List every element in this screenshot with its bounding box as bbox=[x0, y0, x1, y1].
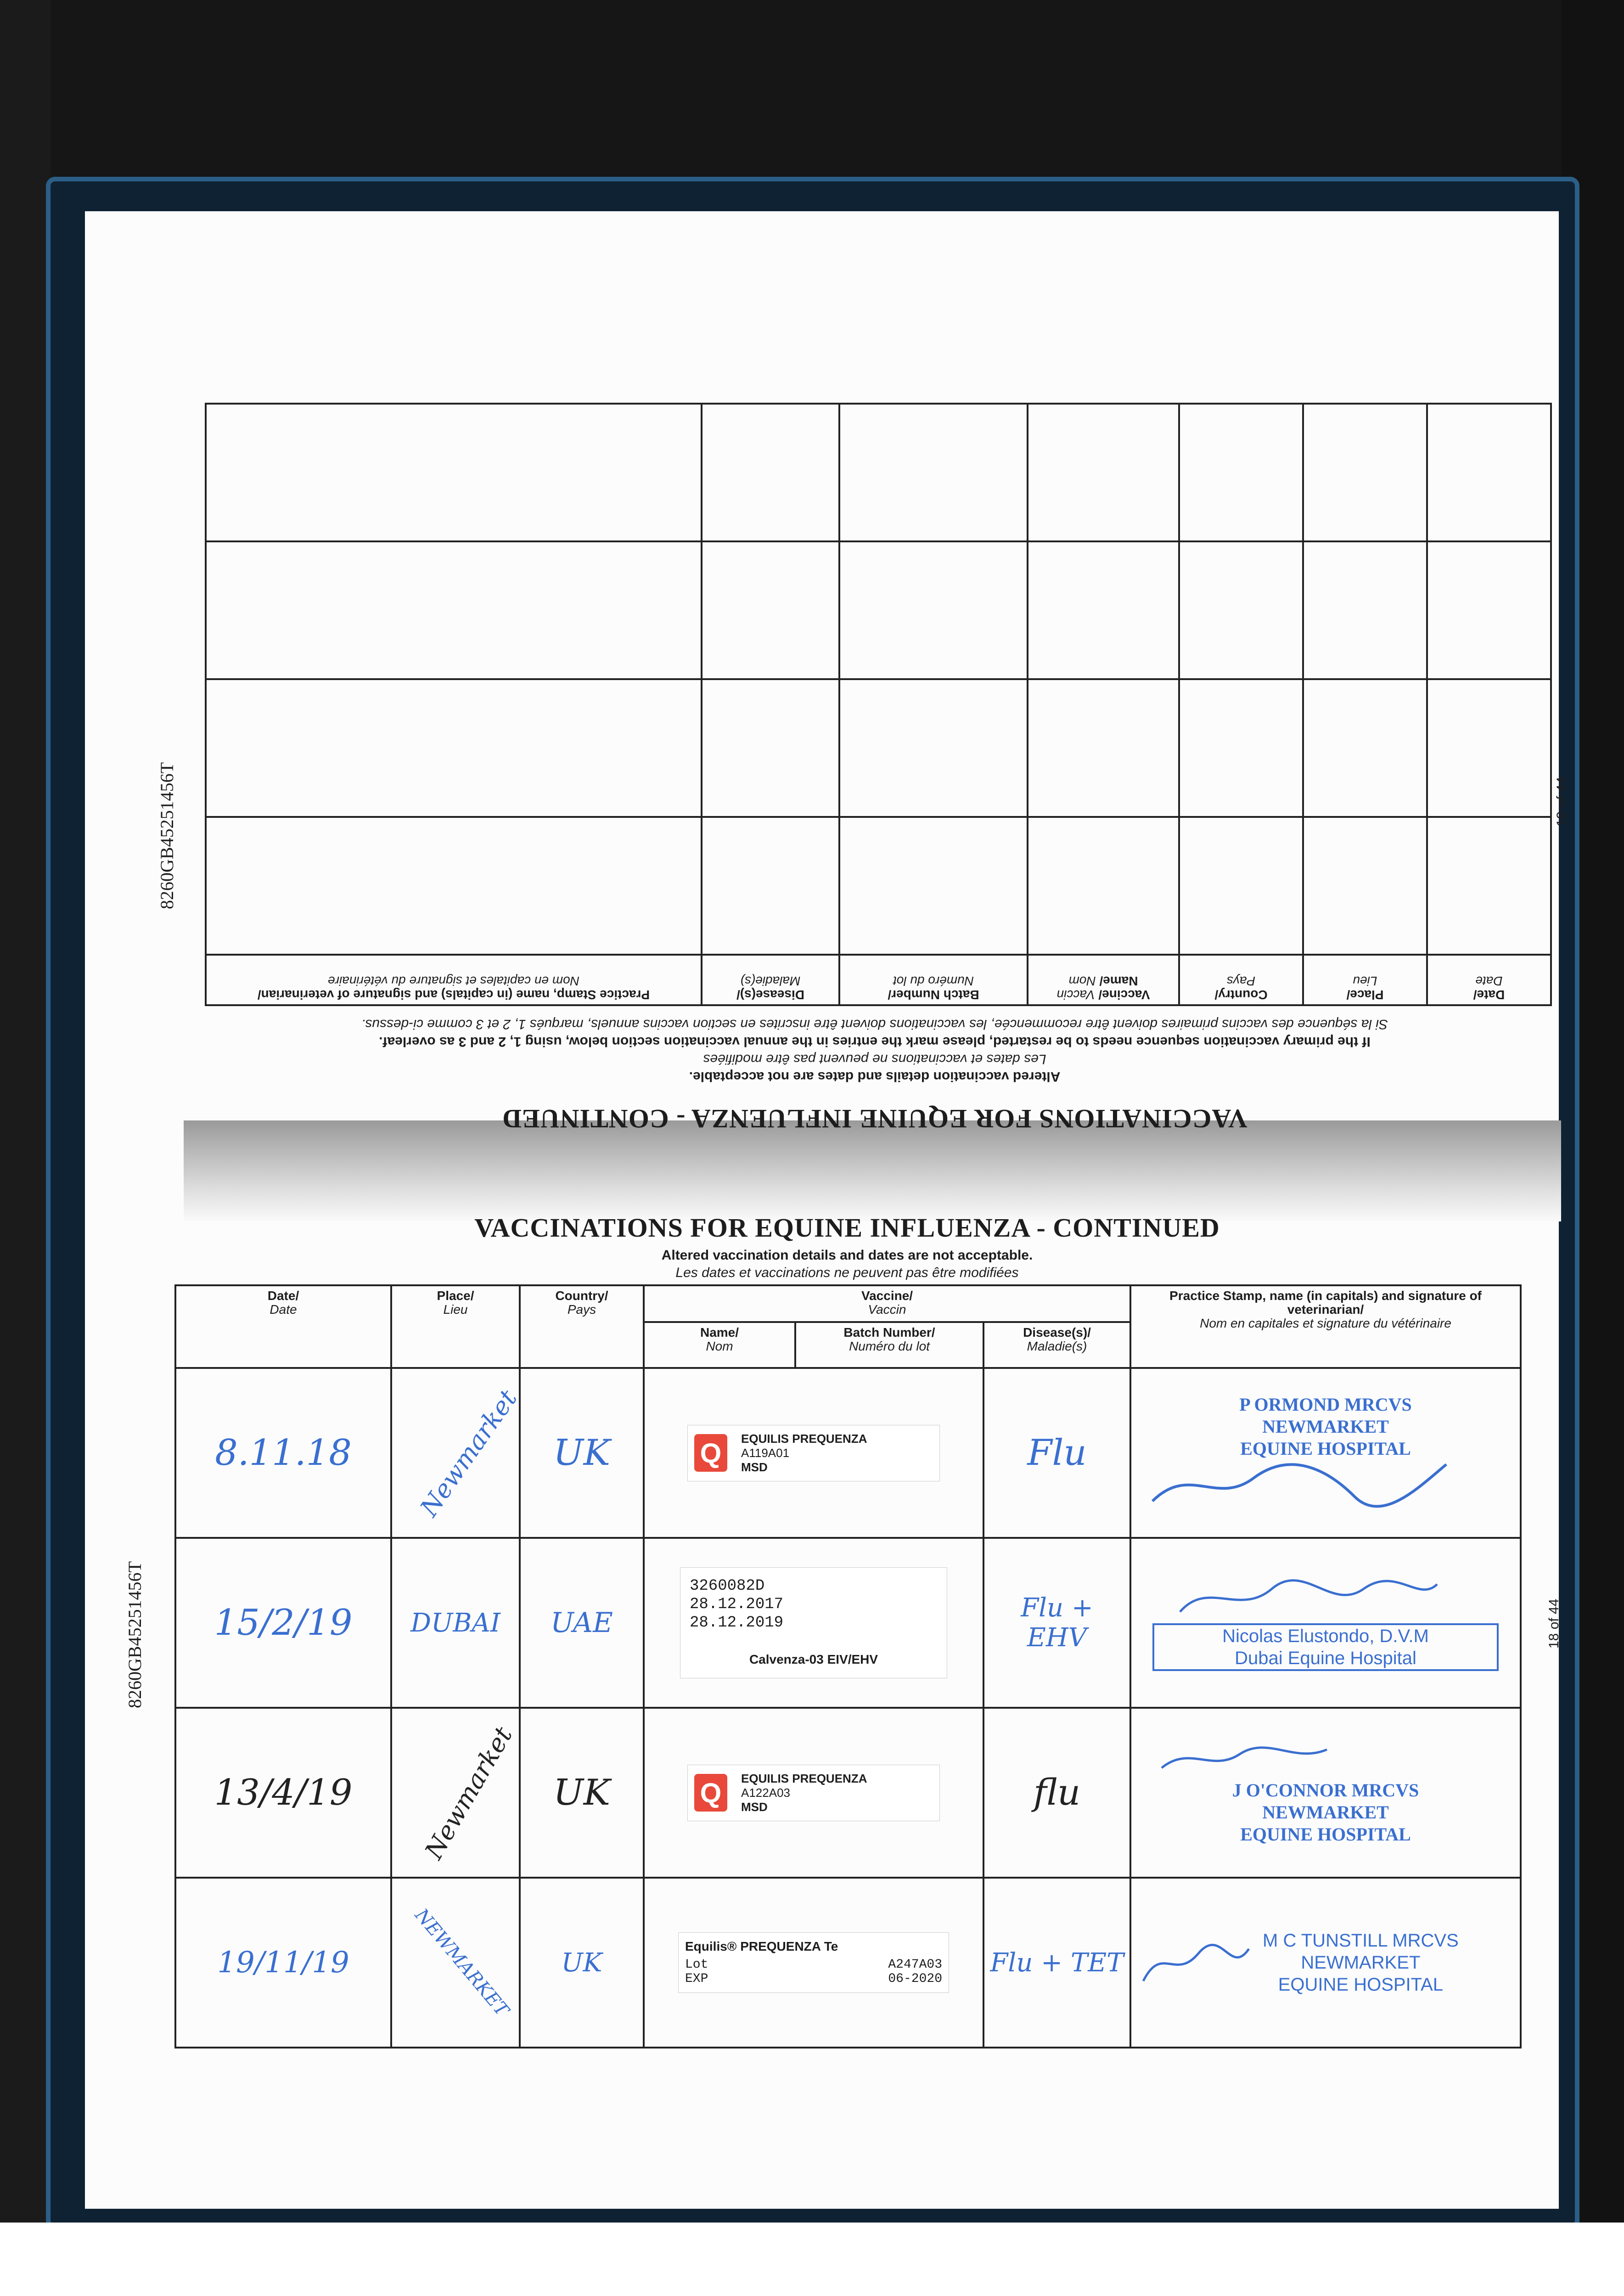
row2-place: DUBAI bbox=[410, 1608, 500, 1638]
lower-page-title: VACCINATIONS FOR EQUINE INFLUENZA - CONTINUED bbox=[474, 1213, 1220, 1243]
table-row bbox=[206, 404, 1551, 541]
scan-border-left bbox=[0, 0, 51, 2241]
row4-place: NEWMARKET bbox=[410, 1904, 513, 2021]
header-batch: Batch Number/ Numéro du lot bbox=[795, 1322, 983, 1368]
row4-signature bbox=[1134, 1935, 1253, 1990]
row4-disease: Flu + TET bbox=[990, 1947, 1124, 1978]
table-row bbox=[206, 541, 1551, 679]
row3-vaccine-label bbox=[687, 1765, 940, 1821]
row1-vaccine-label bbox=[687, 1425, 940, 1481]
upper-header-disease: Disease(s)/ Maladie(s) bbox=[702, 955, 839, 1005]
row4-date: 19/11/19 bbox=[217, 1946, 349, 1980]
row3-label-batch: A122A03 bbox=[741, 1785, 790, 1800]
page-number-lower: 18 of 44 bbox=[1546, 1598, 1562, 1649]
header-stamp: Practice Stamp, name (in capitals) and signature of veterinarian/ Nom en capitales et signature du vétérinaire bbox=[1130, 1285, 1521, 1368]
upper-page-title: VACCINATIONS FOR EQUINE INFLUENZA - CONTINUED bbox=[502, 1104, 1248, 1134]
scan-border-top bbox=[0, 0, 1624, 184]
upper-header-place: Place/ Lieu bbox=[1303, 955, 1427, 1005]
row3-practice-stamp: J O'CONNOR MRCVS NEWMARKET EQUINE HOSPITAL bbox=[1232, 1779, 1419, 1845]
upper-page bbox=[197, 303, 1552, 1134]
row4-country: UK bbox=[561, 1947, 602, 1978]
row4-vaccine-label: Equilis® PREQUENZA Te Lot A247A03 EXP 06-2020 bbox=[678, 1932, 949, 1993]
scan-border-bottom bbox=[0, 2223, 1624, 2296]
table-row bbox=[175, 1878, 1521, 2048]
upper-note-en: Altered vaccination details and dates are not acceptable. bbox=[689, 1069, 1061, 1084]
row3-signature bbox=[1134, 1740, 1455, 1777]
header-place: Place/ Lieu bbox=[391, 1285, 520, 1368]
lower-page bbox=[174, 1212, 1520, 2085]
upper-sequence-note-en: If the primary vaccination sequence needs to be restarted, please mark the entries in the annual vaccination section below, using 1, 2 and 3 as overleaf. bbox=[379, 1034, 1371, 1049]
upper-vaccination-table bbox=[205, 403, 1552, 1006]
lower-vaccination-table bbox=[174, 1284, 1522, 2048]
row2-disease: Flu + EHV bbox=[1021, 1593, 1093, 1653]
header-date: Date/ Date bbox=[175, 1285, 391, 1368]
passport-id-upper: 8260GB45251456T bbox=[157, 762, 177, 909]
row1-practice-stamp: P ORMOND MRCVS NEWMARKET EQUINE HOSPITAL bbox=[1239, 1394, 1412, 1459]
vaccine-logo-icon: Q bbox=[694, 1774, 727, 1812]
header-name: Name/ Nom bbox=[644, 1322, 795, 1368]
header-disease: Disease(s)/ Maladie(s) bbox=[983, 1322, 1130, 1368]
page-number-upper: 19 of 44 bbox=[1554, 777, 1569, 827]
row2-country: UAE bbox=[551, 1607, 613, 1639]
row2-practice-stamp: Nicolas Elustondo, D.V.M Dubai Equine Hospital bbox=[1152, 1623, 1499, 1671]
upper-note-fr: Les dates et vaccinations ne peuvent pas être modifiées bbox=[703, 1052, 1046, 1067]
upper-header-date: Date/ Date bbox=[1427, 955, 1551, 1005]
row3-place: Newmarket bbox=[419, 1722, 518, 1864]
header-vaccine: Vaccine/ Vaccin bbox=[644, 1285, 1130, 1322]
row1-signature bbox=[1134, 1460, 1455, 1510]
table-row bbox=[206, 679, 1551, 817]
upper-sequence-note-fr: Si la séquence des vaccins primaires doivent être recommencée, les vaccinations doivent être inscrites en section vaccins annuels, marqués 1, 2 et 3 comme ci-dessus. bbox=[361, 1017, 1388, 1032]
lower-note-en: Altered vaccination details and dates are not acceptable. bbox=[661, 1248, 1033, 1263]
row2-signature bbox=[1134, 1575, 1455, 1621]
row1-label-maker: MSD bbox=[741, 1460, 768, 1474]
upper-header-batch: Batch Number/ Numéro du lot bbox=[839, 955, 1028, 1005]
row1-country: UK bbox=[553, 1432, 610, 1474]
table-row bbox=[206, 817, 1551, 955]
row1-date: 8.11.18 bbox=[215, 1432, 352, 1474]
lower-note-fr: Les dates et vaccinations ne peuvent pas être modifiées bbox=[675, 1265, 1019, 1280]
row1-disease: Flu bbox=[1027, 1432, 1087, 1474]
table-row bbox=[175, 1538, 1521, 1708]
page-fold-shadow bbox=[184, 1120, 1561, 1221]
row1-label-brand: EQUILIS PREQUENZA bbox=[741, 1431, 867, 1446]
row3-date: 13/4/19 bbox=[214, 1772, 353, 1813]
table-row bbox=[175, 1708, 1521, 1878]
table-row bbox=[175, 1368, 1521, 1538]
vaccine-logo-icon: Q bbox=[694, 1434, 727, 1472]
upper-header-stamp: Practice Stamp, name (in capitals) and signature of veterinarian/ Nom en capitales et signature du vétérinaire bbox=[206, 955, 702, 1005]
row3-disease: flu bbox=[1033, 1772, 1081, 1813]
row1-place: Newmarket bbox=[414, 1384, 523, 1522]
row3-label-brand: EQUILIS PREQUENZA bbox=[741, 1771, 867, 1785]
passport-id-lower: 8260GB45251456T bbox=[124, 1561, 145, 1708]
row2-date: 15/2/19 bbox=[214, 1602, 353, 1643]
row4-practice-stamp: M C TUNSTILL MRCVS NEWMARKET EQUINE HOSPITAL bbox=[1263, 1930, 1459, 1995]
row2-vaccine-label: 3260082D 28.12.2017 28.12.2019 Calvenza-03 EIV/EHV bbox=[680, 1567, 947, 1678]
upper-header-name: Vaccine/ Vaccin Name/ Nom bbox=[1028, 955, 1179, 1005]
row3-label-maker: MSD bbox=[741, 1800, 768, 1814]
header-country: Country/ Pays bbox=[520, 1285, 644, 1368]
upper-header-country: Country/ Pays bbox=[1179, 955, 1303, 1005]
row3-country: UK bbox=[553, 1772, 610, 1813]
row1-label-batch: A119A01 bbox=[741, 1446, 790, 1460]
